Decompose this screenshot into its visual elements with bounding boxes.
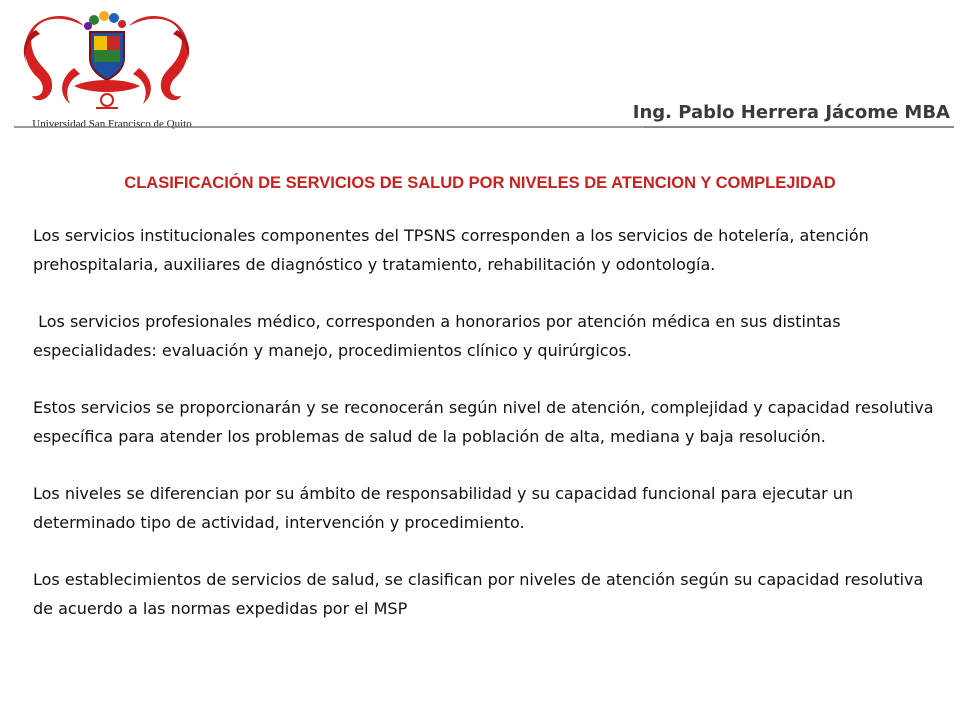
paragraph: Estos servicios se proporcionarán y se reconocerán según nivel de atención, complejidad y capacidad resolutiva específica para atender los problemas de salud de la población de alta, mediana y baja resolución. [33, 398, 934, 446]
page-title: CLASIFICACIÓN DE SERVICIOS DE SALUD POR NIVELES DE ATENCION Y COMPLEJIDAD [124, 174, 836, 192]
paragraph: Los establecimientos de servicios de salud, se clasifican por niveles de atención según su capacidad resolutiva de acuerdo a las normas expedidas por el MSP [33, 570, 924, 618]
logo-caption: Universidad San Francisco de Quito [32, 118, 192, 130]
dragon-crest-icon [14, 8, 199, 120]
paragraph: Los niveles se diferencian por su ámbito de responsabilidad y su capacidad funcional para ejecutar un determinado tipo de actividad, intervención y procedimiento. [33, 484, 854, 532]
header-divider [14, 126, 954, 140]
paragraph: Los servicios institucionales componentes del TPSNS corresponden a los servicios de hotelería, atención prehospitalaria, auxiliares de diagnóstico y tratamiento, rehabilitación y odontología. [33, 226, 869, 274]
university-logo [14, 8, 199, 132]
author-name: Ing. Pablo Herrera Jácome MBA [632, 102, 950, 123]
paragraph: Los servicios profesionales médico, corresponden a honorarios por atención médica en sus distintas especialidades: evaluación y manejo, procedimientos clínico y quirúrgicos. [33, 312, 846, 360]
body-content [33, 222, 938, 652]
